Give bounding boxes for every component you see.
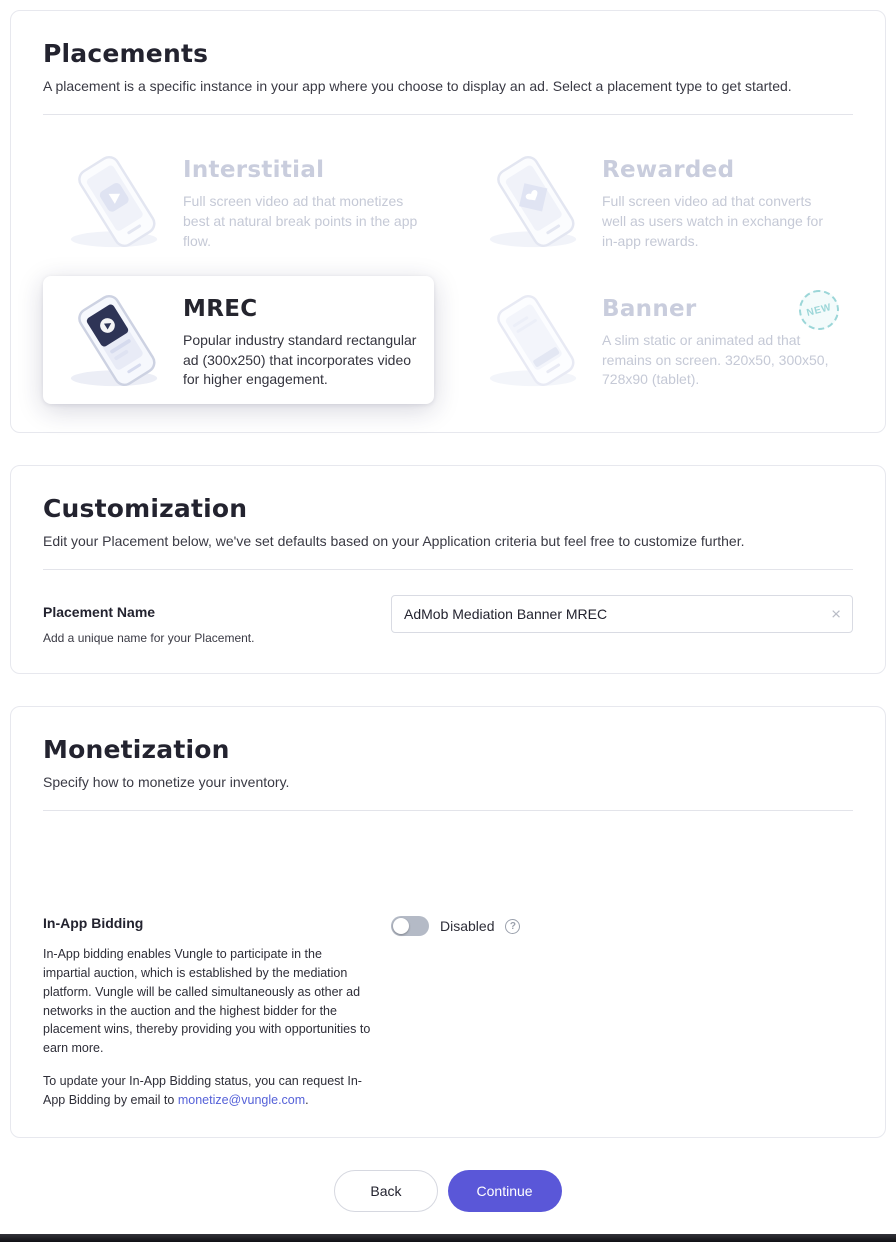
rewarded-title: Rewarded — [602, 157, 735, 183]
placement-type-mrec[interactable] — [43, 276, 434, 405]
interstitial-title: Interstitial — [183, 157, 325, 183]
in-app-bidding-status: Disabled — [440, 918, 495, 935]
divider — [43, 569, 853, 570]
placement-type-grid — [43, 137, 853, 404]
placements-subtitle: A placement is a specific instance in your app where you choose to display an ad. Select a placement type to get started. — [43, 78, 792, 94]
placement-name-helper: Add a unique name for your Placement. — [43, 631, 255, 646]
in-app-bidding-label: In-App Bidding — [43, 915, 144, 932]
x-clear-icon[interactable]: × — [831, 604, 841, 624]
banner-title: Banner — [602, 295, 697, 322]
placement-type-interstitial[interactable] — [43, 137, 434, 266]
back-button[interactable]: Back — [334, 1170, 437, 1212]
placement-name-row — [43, 604, 853, 645]
mrec-text — [183, 296, 420, 391]
monetization-subtitle: Specify how to monetize your inventory. — [43, 774, 290, 791]
bottom-bar — [0, 1234, 896, 1242]
divider — [43, 810, 853, 811]
customization-subtitle: Edit your Placement below, we've set defaults based on your Application criteria but feel free to customize further. — [43, 533, 745, 550]
question-help-icon[interactable]: ? — [505, 919, 520, 934]
interstitial-description: Full screen video ad that monetizes best at natural break points in the app flow. — [183, 193, 418, 249]
placement-type-banner[interactable] — [462, 276, 853, 405]
placement-name-label-col — [43, 604, 391, 645]
in-app-bidding-description: In-App bidding enables Vungle to participate in the impartial auction, which is established by the mediation platform. Vungle will be called simultaneously as other ad networks in the auction and the highest bidder for the placement wins, thereby providing you with opportunities to earn more. — [43, 947, 371, 1055]
placement-type-rewarded[interactable] — [462, 137, 853, 266]
customization-card — [10, 465, 886, 674]
in-app-bidding-update-note — [43, 1072, 371, 1110]
divider — [43, 114, 853, 115]
interstitial-phone-icon — [57, 153, 175, 251]
rewarded-text — [602, 157, 839, 252]
continue-button[interactable]: Continue — [448, 1170, 562, 1212]
in-app-bidding-control — [391, 915, 853, 936]
customization-title: Customization — [43, 494, 248, 524]
mrec-phone-icon — [57, 292, 175, 390]
banner-description: A slim static or animated ad that remains on screen. 320x50, 300x50, 728x90 (tablet). — [602, 331, 829, 388]
placement-name-input[interactable] — [391, 595, 853, 633]
new-badge: NEW — [795, 285, 843, 333]
mrec-title: MREC — [183, 295, 258, 322]
placement-name-input-wrap — [391, 595, 853, 633]
placements-card — [10, 10, 886, 433]
monetization-card — [10, 706, 886, 1138]
placement-name-label: Placement Name — [43, 604, 156, 621]
rewarded-description: Full screen video ad that converts well as users watch in exchange for in-app rewards. — [602, 193, 823, 249]
update-note-suffix: . — [305, 1092, 309, 1107]
mrec-description: Popular industry standard rectangular ad (300x250) that incorporates video for higher engagement. — [183, 331, 417, 388]
placements-title: Placements — [43, 39, 209, 68]
rewarded-phone-icon — [476, 153, 594, 251]
in-app-bidding-toggle[interactable] — [391, 916, 429, 936]
monetize-email-link[interactable]: monetize@vungle.com — [177, 1092, 306, 1107]
toggle-knob — [393, 918, 409, 934]
footer-actions — [10, 1170, 886, 1212]
in-app-bidding-label-col — [43, 915, 391, 1109]
banner-phone-icon — [476, 292, 594, 390]
in-app-bidding-row — [43, 915, 853, 1109]
update-note-text: To update your In-App Bidding status, you can request In-App Bidding by email to — [43, 1073, 362, 1107]
interstitial-text — [183, 157, 420, 252]
monetization-title: Monetization — [43, 735, 230, 765]
